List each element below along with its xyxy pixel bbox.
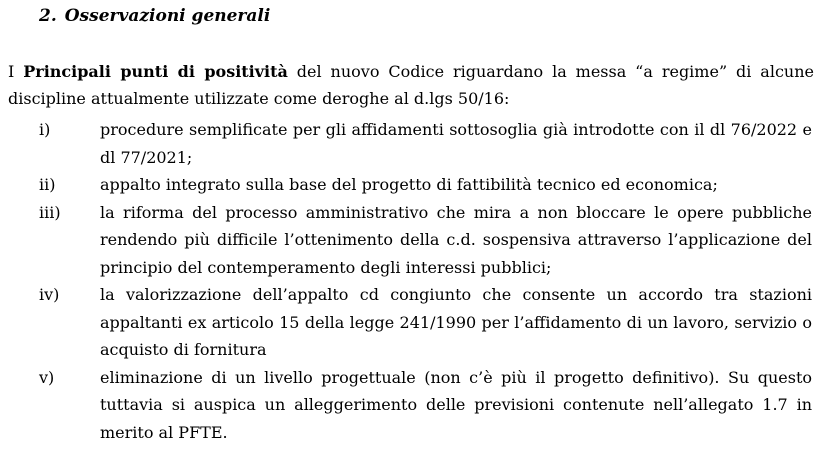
intro-rest: del nuovo Codice riguardano la messa “a regime” di alcune discipline attualmente utilizzate come deroghe al d.lgs 50/16: xyxy=(8,62,815,108)
list-item xyxy=(0,364,826,447)
list-item-text: appalto integrato sulla base del progetto di fattibilità tecnico ed economica; xyxy=(100,175,718,194)
intro-paragraph xyxy=(8,58,814,112)
list-item-text: la riforma del processo amministrativo che mira a non bloccare le opere pubbliche rendendo più difficile l’ottenimento della c.d. sospensiva attraverso l’applicazione del principio del contemperamento degli interessi pubblici; xyxy=(100,202,812,277)
list-item xyxy=(0,281,826,364)
list-item-text: eliminazione di un livello progettuale (non c’è più il progetto definitivo). Su questo tuttavia si auspica un alleggerimento delle previsioni contenute nell’allegato 1.7 in merito al PFTE. xyxy=(100,367,812,442)
list-item-marker: iv) xyxy=(39,285,60,304)
list-item-text: la valorizzazione dell’appalto cd congiunto che consente un accordo tra stazioni appaltanti ex articolo 15 della legge 241/1990 per l’affidamento di un lavoro, servizio o acquisto di fornitura xyxy=(100,285,812,359)
list-item xyxy=(0,199,826,282)
list-item-marker: i) xyxy=(39,120,51,139)
section-heading xyxy=(39,4,270,28)
list-item-marker: v) xyxy=(39,367,55,387)
positives-list xyxy=(0,116,826,446)
section-title: Osservazioni generali xyxy=(64,6,271,26)
list-item xyxy=(0,116,826,171)
intro-lead: I xyxy=(8,62,24,81)
section-number: 2. xyxy=(39,6,57,26)
intro-bold-phrase: Principali punti di positività xyxy=(23,62,288,81)
list-item-marker: iii) xyxy=(39,202,61,222)
list-item xyxy=(0,171,826,199)
list-item-text: procedure semplificate per gli affidamenti sottosoglia già introdotte con il dl 76/2022 e dl 77/2021; xyxy=(100,120,812,167)
list-item-marker: ii) xyxy=(39,175,56,194)
